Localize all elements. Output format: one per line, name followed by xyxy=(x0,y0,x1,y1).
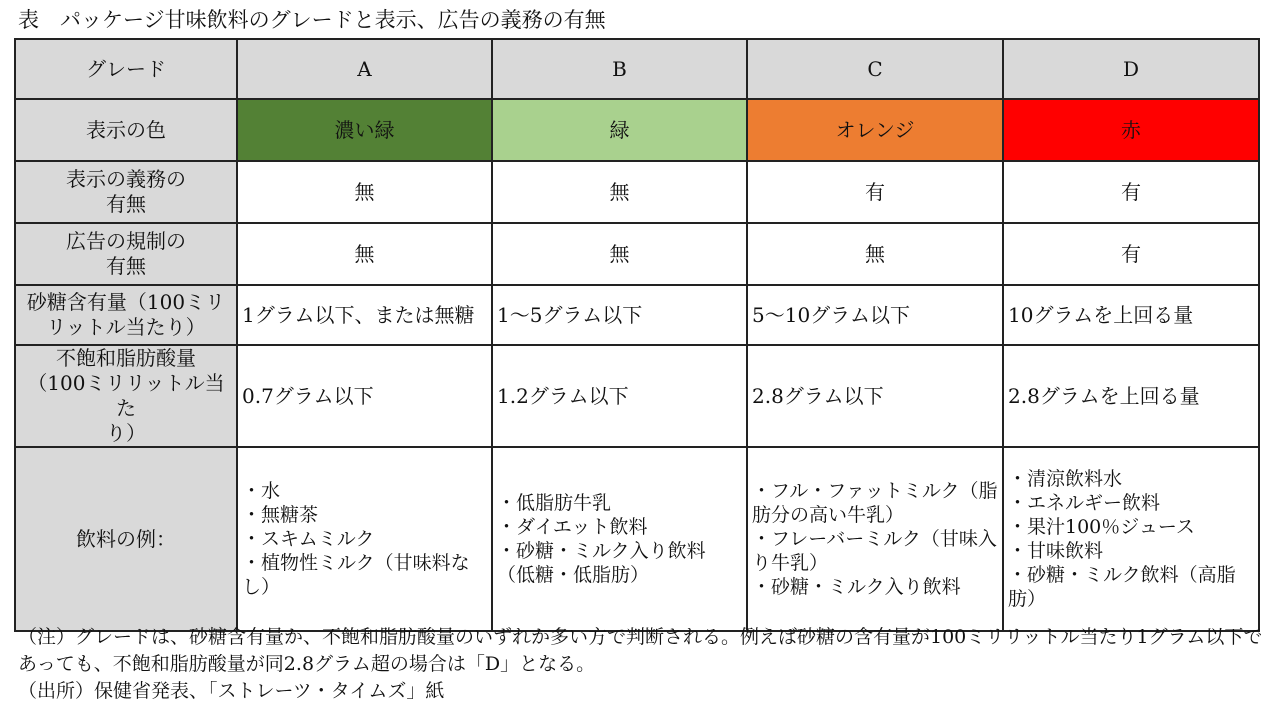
label-duty-cell-a: 無 xyxy=(237,161,492,223)
label-duty-cell-d: 有 xyxy=(1003,161,1259,223)
color-cell-a: 濃い緑 xyxy=(237,99,492,161)
ad-rule-label-line1: 広告の規制の xyxy=(66,229,186,253)
sugar-label-line2: リットル当たり） xyxy=(46,315,206,339)
sugar-row-label xyxy=(15,285,237,345)
sugar-row xyxy=(15,285,1259,345)
ad-rule-label-line2: 有無 xyxy=(106,254,146,278)
list-item: ・低脂肪牛乳 xyxy=(497,492,612,514)
footnote-note: （注）グレードは、砂糖含有量か、不飽和脂肪酸量のいずれか多い方で判断される。例えば砂糖の含有量が100ミリリットル当たり1グラム以下であっても、不飽和脂肪酸量が同2.8グラム超の場合は「D」となる。 xyxy=(18,626,1263,675)
label-duty-cell-c: 有 xyxy=(747,161,1003,223)
examples-cell-c xyxy=(747,447,1003,631)
sugar-cell-a: 1グラム以下、または無糖 xyxy=(237,285,492,345)
list-item: ・砂糖・ミルク入り飲料 xyxy=(752,576,961,598)
examples-row-label: 飲料の例： xyxy=(15,447,237,631)
ad-rule-cell-c: 無 xyxy=(747,223,1003,285)
grade-b-header: B xyxy=(492,39,747,99)
fat-cell-b: 1.2グラム以下 xyxy=(492,345,747,447)
color-cell-b: 緑 xyxy=(492,99,747,161)
fat-cell-c: 2.8グラム以下 xyxy=(747,345,1003,447)
list-item: ・植物性ミルク（甘味料なし） xyxy=(242,552,470,598)
ad-rule-row-label xyxy=(15,223,237,285)
list-item: ・水 xyxy=(242,480,281,502)
fat-cell-d: 2.8グラムを上回る量 xyxy=(1003,345,1259,447)
ad-rule-cell-d: 有 xyxy=(1003,223,1259,285)
ad-rule-row xyxy=(15,223,1259,285)
table-title: 表 パッケージ甘味飲料のグレードと表示、広告の義務の有無 xyxy=(18,8,606,32)
color-row-label: 表示の色 xyxy=(15,99,237,161)
label-duty-row xyxy=(15,161,1259,223)
color-cell-d: 赤 xyxy=(1003,99,1259,161)
fat-cell-a: 0.7グラム以下 xyxy=(237,345,492,447)
fat-label-line3: り） xyxy=(106,421,146,445)
footnote-source: （出所）保健省発表、「ストレーツ・タイムズ」紙 xyxy=(18,680,445,702)
sugar-cell-c: 5～10グラム以下 xyxy=(747,285,1003,345)
list-item: ・甘味飲料 xyxy=(1008,540,1104,562)
list-item: ・フレーバーミルク（甘味入り牛乳） xyxy=(752,528,997,574)
sugar-cell-b: 1～5グラム以下 xyxy=(492,285,747,345)
list-item: ・無糖茶 xyxy=(242,504,319,526)
examples-cell-a xyxy=(237,447,492,631)
list-item: ・清涼飲料水 xyxy=(1008,468,1123,490)
sugar-cell-d: 10グラムを上回る量 xyxy=(1003,285,1259,345)
color-row xyxy=(15,99,1259,161)
grade-a-header: A xyxy=(237,39,492,99)
grade-c-header: C xyxy=(747,39,1003,99)
list-item: ・砂糖・ミルク入り飲料（低糖・低脂肪） xyxy=(497,540,706,586)
label-duty-label-line1: 表示の義務の xyxy=(66,167,186,191)
examples-cell-d xyxy=(1003,447,1259,631)
list-item: ・フル・ファットミルク（脂肪分の高い牛乳） xyxy=(752,480,998,526)
examples-row xyxy=(15,447,1259,631)
list-item: ・果汁100％ジュース xyxy=(1008,516,1195,538)
grade-d-header: D xyxy=(1003,39,1259,99)
header-row xyxy=(15,39,1259,99)
label-duty-row-label xyxy=(15,161,237,223)
sugar-label-line1: 砂糖含有量（100ミリ xyxy=(26,290,226,314)
fat-label-line1: 不飽和脂肪酸量 xyxy=(56,346,196,370)
fat-row-label xyxy=(15,345,237,447)
label-duty-label-line2: 有無 xyxy=(106,192,146,216)
list-item: ・砂糖・ミルク飲料（高脂肪） xyxy=(1008,564,1236,610)
color-cell-c: オレンジ xyxy=(747,99,1003,161)
ad-rule-cell-a: 無 xyxy=(237,223,492,285)
list-item: ・ダイエット飲料 xyxy=(497,516,648,538)
footnotes xyxy=(18,624,1268,705)
grade-header-label: グレード xyxy=(15,39,237,99)
grade-table xyxy=(14,38,1260,632)
ad-rule-cell-b: 無 xyxy=(492,223,747,285)
fat-row xyxy=(15,345,1259,447)
list-item: ・スキムミルク xyxy=(242,528,375,550)
list-item: ・エネルギー飲料 xyxy=(1008,492,1161,514)
fat-label-line2: （100ミリリットル当た xyxy=(27,371,225,420)
label-duty-cell-b: 無 xyxy=(492,161,747,223)
examples-cell-b xyxy=(492,447,747,631)
